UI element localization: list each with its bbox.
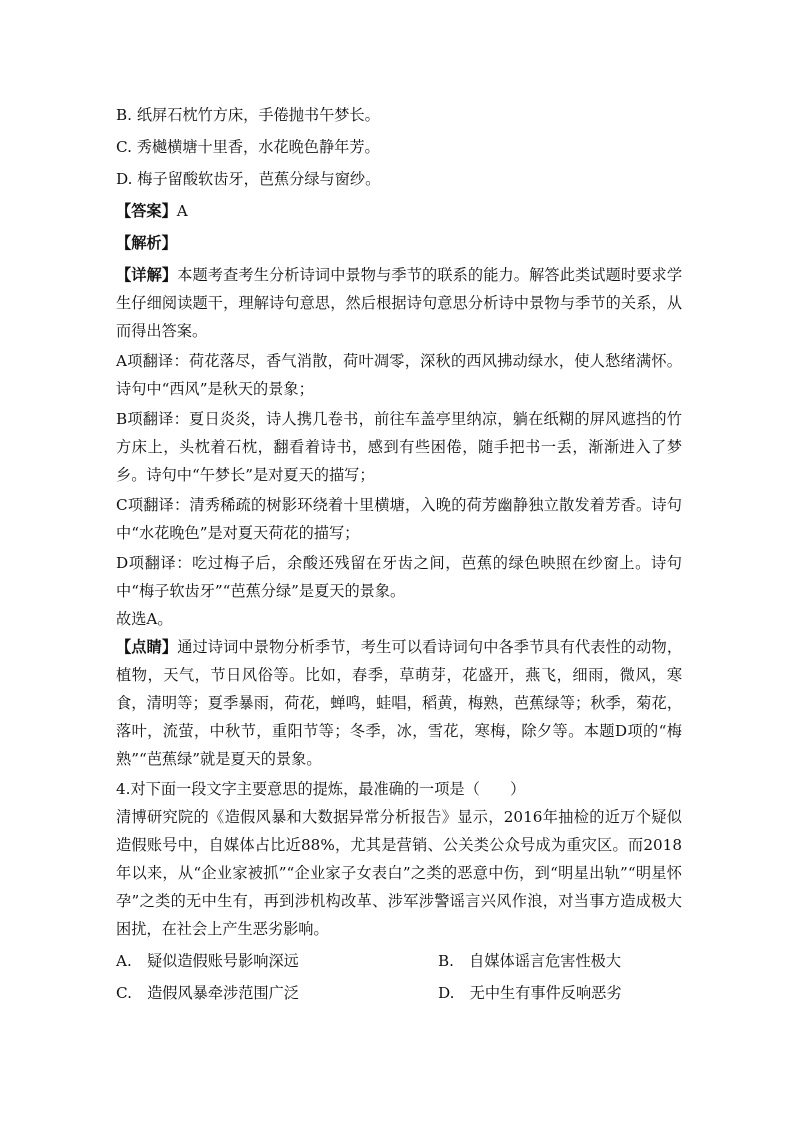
- question4-options: [116, 945, 682, 1009]
- q3-option-c: C. 秀樾横塘十里香，水花晚色静年芳。: [116, 138, 380, 156]
- translation-a: A项翻译：荷花落尽，香气消散，荷叶凋零，深秋的西风拂动绿水，使人愁绪满怀。诗句中“西风”是秋天的景象；: [116, 352, 682, 398]
- choose-line: 故选A。: [116, 610, 173, 628]
- tip-paragraph: [116, 633, 682, 773]
- translation-b: B项翻译：夏日炎炎，诗人携几卷书，前往车盖亭里纳凉，躺在纸糊的屏风遮挡的竹方床上，头枕着石枕，翻看着诗书，感到有些困倦，随手把书一丢，渐渐进入了梦乡。诗句中“午梦长”是对夏天的描写；: [116, 410, 682, 484]
- detail-paragraph: [116, 261, 682, 345]
- question4-option-c: C. 造假风暴牵涉范围广泛: [116, 984, 299, 1002]
- detail-text: 本题考查考生分析诗词中景物与季节的联系的能力。解答此类试题时要求学生仔细阅读题干，理解诗句意思，然后根据诗句意思分析诗中景物与季节的关系，从而得出答案。: [116, 266, 683, 340]
- answer-label: 【答案】: [116, 202, 177, 220]
- analysis-heading: [116, 229, 682, 257]
- answer-value: A: [176, 202, 188, 220]
- question4-option-a: A. 疑似造假账号影响深远: [116, 952, 299, 970]
- question4-option-d: D. 无中生有事件反响恶劣: [438, 984, 622, 1002]
- analysis-label: 【解析】: [116, 234, 177, 252]
- tip-label: 【点睛】: [116, 638, 178, 656]
- detail-label: 【详解】: [116, 266, 178, 284]
- q3-option-d: D. 梅子留酸软齿牙，芭蕉分绿与窗纱。: [116, 170, 381, 188]
- tip-text: 通过诗词中景物分析季节，考生可以看诗词句中各季节具有代表性的动物，植物，天气，节日风俗等。比如，春季，草萌芽，花盛开，燕飞，细雨，微风，寒食，清明等；夏季暴雨，荷花，蝉鸣，蛙唱，稻黄，梅熟，芭蕉绿等；秋季，菊花，落叶，流萤，中秋节，重阳节等；冬季，冰，雪花，寒梅，除夕等。本题D项的“梅熟”“芭蕉绿”就是夏天的景象。: [116, 638, 683, 768]
- q3-option-b: B. 纸屏石枕竹方床，手倦抛书午梦长。: [116, 106, 380, 124]
- translation-d: D项翻译：吃过梅子后，余酸还残留在牙齿之间，芭蕉的绿色映照在纱窗上。诗句中“梅子软齿牙”“芭蕉分绿”是夏天的景象。: [116, 554, 682, 600]
- question4-option-b: B. 自媒体谣言危害性极大: [438, 952, 622, 970]
- question4-passage: 清博研究院的《造假风暴和大数据异常分析报告》显示，2016年抽检的近万个疑似造假账号中，自媒体占比近88%，尤其是营销、公关类公众号成为重灾区。而2018年以来，从“企业家被抓”“企业家子女表白”之类的恶意中伤，到“明星出轨”“明星怀孕”之类的无中生有，再到涉机构改革、涉军涉警谣言兴风作浪，对当事方造成极大困扰，在社会上产生恶劣影响。: [116, 808, 682, 938]
- document-page: [116, 101, 682, 1009]
- question4-stem: 4.对下面一段文字主要意思的提炼，最准确的一项是（ ）: [116, 780, 526, 798]
- answer-line: [116, 197, 682, 225]
- translation-c: C项翻译：清秀稀疏的树影环绕着十里横塘，入晚的荷芳幽静独立散发着芳香。诗句中“水花晚色”是对夏天荷花的描写；: [116, 496, 682, 542]
